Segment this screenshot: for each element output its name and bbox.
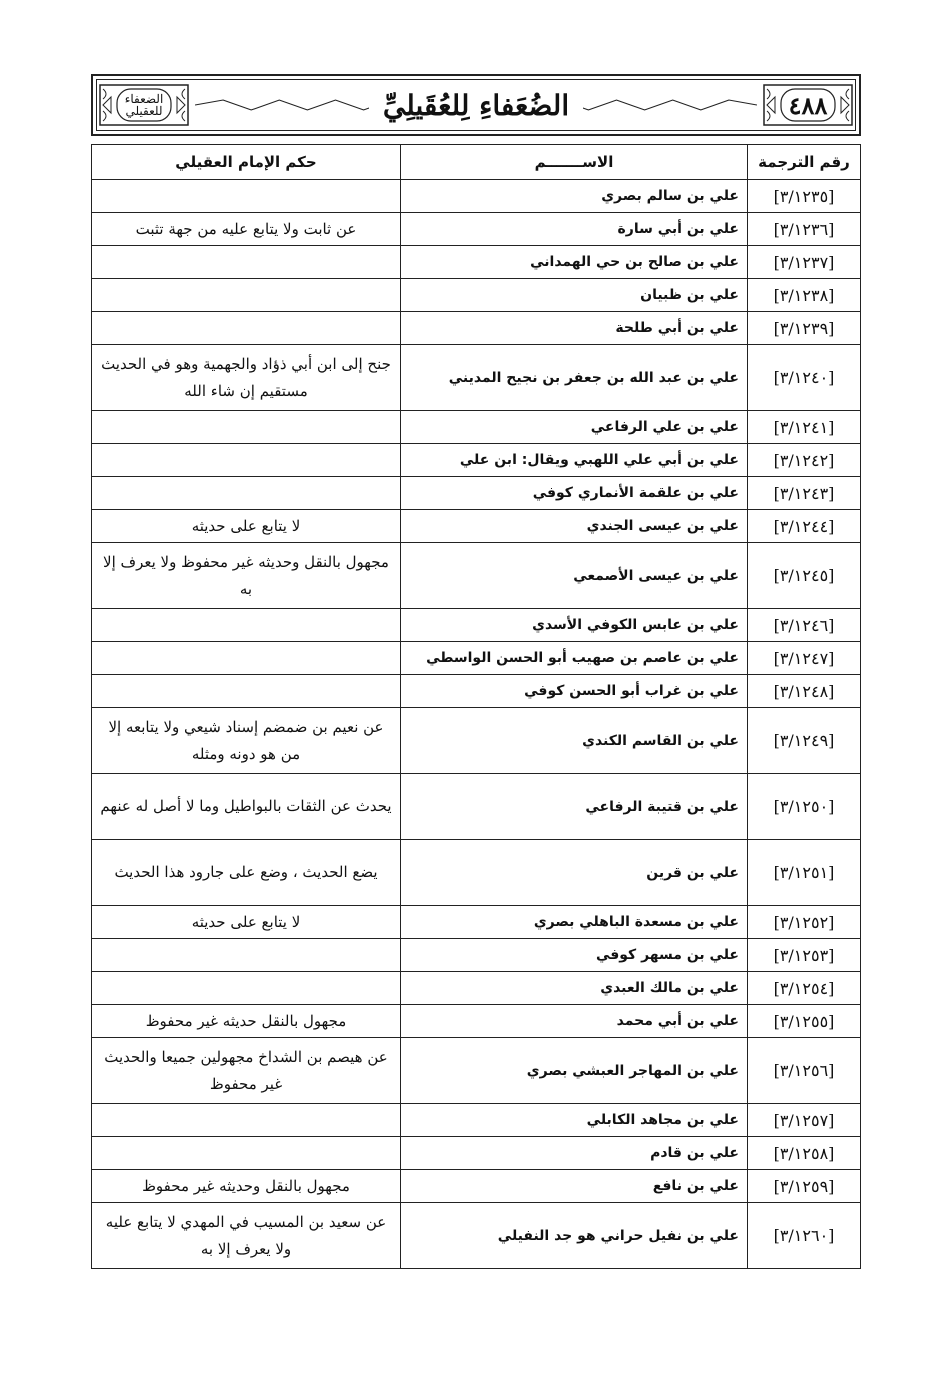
narrator-name: علي بن عيسى الأصمعي bbox=[401, 543, 748, 609]
narrator-name: علي بن قتيبة الرفاعي bbox=[401, 774, 748, 840]
verdict-text: لا يتابع على حديثه bbox=[92, 906, 401, 939]
table-row bbox=[92, 642, 861, 675]
narrator-name: علي بن أبي محمد bbox=[401, 1005, 748, 1038]
page-number-ornament bbox=[763, 84, 853, 126]
entry-number: [٣/١٢٣٩] bbox=[748, 312, 861, 345]
column-header-verdict: حكم الإمام العقيلي bbox=[92, 145, 401, 180]
table-row bbox=[92, 708, 861, 774]
verdict-text bbox=[92, 180, 401, 213]
page bbox=[91, 74, 861, 1269]
seal-text-line: الضعفاء bbox=[124, 92, 164, 106]
table-row bbox=[92, 840, 861, 906]
verdict-text bbox=[92, 279, 401, 312]
narrator-name: علي بن مجاهد الكابلي bbox=[401, 1104, 748, 1137]
table-row bbox=[92, 345, 861, 411]
verdict-text bbox=[92, 444, 401, 477]
entry-number: [٣/١٢٦٠] bbox=[748, 1203, 861, 1269]
entry-number: [٣/١٢٣٦] bbox=[748, 213, 861, 246]
entry-number: [٣/١٢٤٤] bbox=[748, 510, 861, 543]
entry-number: [٣/١٢٥٨] bbox=[748, 1137, 861, 1170]
table-row bbox=[92, 444, 861, 477]
narrators-table bbox=[91, 144, 861, 1269]
page-number: ٤٨٨ bbox=[788, 90, 828, 120]
verdict-text bbox=[92, 312, 401, 345]
verdict-text: مجهول بالنقل وحديثه غير محفوظ bbox=[92, 1170, 401, 1203]
narrator-name: علي بن صالح بن حي الهمداني bbox=[401, 246, 748, 279]
narrator-name: علي بن أبي علي اللهبي ويقال: ابن علي bbox=[401, 444, 748, 477]
column-header-name: الاســـــــم bbox=[401, 145, 748, 180]
narrator-name: علي بن علقمة الأنماري كوفي bbox=[401, 477, 748, 510]
table-row bbox=[92, 213, 861, 246]
table-row bbox=[92, 939, 861, 972]
table-row bbox=[92, 246, 861, 279]
narrator-name: علي بن عاصم بن صهيب أبو الحسن الواسطي bbox=[401, 642, 748, 675]
entry-number: [٣/١٢٣٧] bbox=[748, 246, 861, 279]
table-row bbox=[92, 1005, 861, 1038]
table-row bbox=[92, 906, 861, 939]
header-banner bbox=[91, 74, 861, 136]
entry-number: [٣/١٢٥٤] bbox=[748, 972, 861, 1005]
narrator-name: علي بن نافع bbox=[401, 1170, 748, 1203]
table-row bbox=[92, 180, 861, 213]
narrator-name: علي بن القاسم الكندي bbox=[401, 708, 748, 774]
seal-text-line: للعقيلي bbox=[125, 104, 163, 118]
narrator-name: علي بن علي الرفاعي bbox=[401, 411, 748, 444]
narrator-name: علي بن أبي سارة bbox=[401, 213, 748, 246]
table-row bbox=[92, 1038, 861, 1104]
table-row bbox=[92, 774, 861, 840]
table-row bbox=[92, 279, 861, 312]
verdict-text: مجهول بالنقل حديثه غير محفوظ bbox=[92, 1005, 401, 1038]
verdict-text: عن هيصم بن الشداخ مجهولين جميعا والحديث غير محفوظ bbox=[92, 1038, 401, 1104]
verdict-text bbox=[92, 972, 401, 1005]
verdict-text: عن ثابت ولا يتابع عليه من جهة تثبت bbox=[92, 213, 401, 246]
table-row bbox=[92, 1137, 861, 1170]
table-row bbox=[92, 609, 861, 642]
narrator-name: علي بن ظبيان bbox=[401, 279, 748, 312]
entry-number: [٣/١٢٤٧] bbox=[748, 642, 861, 675]
book-title: الضُعَفاءِ لِلعُقَيلِيِّ bbox=[369, 89, 583, 122]
narrator-name: علي بن نفيل حراني هو جد النفيلي bbox=[401, 1203, 748, 1269]
verdict-text bbox=[92, 1104, 401, 1137]
table-row bbox=[92, 1203, 861, 1269]
table-header-row bbox=[92, 145, 861, 180]
verdict-text bbox=[92, 675, 401, 708]
entry-number: [٣/١٢٥٢] bbox=[748, 906, 861, 939]
table-row bbox=[92, 1104, 861, 1137]
narrator-name: علي بن عبد الله بن جعفر بن نجيح المديني bbox=[401, 345, 748, 411]
entry-number: [٣/١٢٤١] bbox=[748, 411, 861, 444]
narrator-name: علي بن قادم bbox=[401, 1137, 748, 1170]
verdict-text bbox=[92, 642, 401, 675]
column-header-number: رقم الترجمة bbox=[748, 145, 861, 180]
verdict-text: يضع الحديث ، وضع على جارود هذا الحديث bbox=[92, 840, 401, 906]
verdict-text: لا يتابع على حديثه bbox=[92, 510, 401, 543]
entry-number: [٣/١٢٥٥] bbox=[748, 1005, 861, 1038]
narrator-name: علي بن مسهر كوفي bbox=[401, 939, 748, 972]
verdict-text: عن نعيم بن ضمضم إسناد شيعي ولا يتابعه إلا من هو دونه ومثله bbox=[92, 708, 401, 774]
narrator-name: علي بن مسعدة الباهلي بصري bbox=[401, 906, 748, 939]
verdict-text bbox=[92, 1137, 401, 1170]
entry-number: [٣/١٢٥٠] bbox=[748, 774, 861, 840]
entry-number: [٣/١٢٥٦] bbox=[748, 1038, 861, 1104]
verdict-text bbox=[92, 477, 401, 510]
entry-number: [٣/١٢٤٢] bbox=[748, 444, 861, 477]
verdict-text bbox=[92, 246, 401, 279]
entry-number: [٣/١٢٤٠] bbox=[748, 345, 861, 411]
table-row bbox=[92, 312, 861, 345]
entry-number: [٣/١٢٥٣] bbox=[748, 939, 861, 972]
verdict-text: جنح إلى ابن أبي ذؤاد والجهمية وهو في الحديث مستقيم إن شاء الله bbox=[92, 345, 401, 411]
table-row bbox=[92, 675, 861, 708]
table-row bbox=[92, 1170, 861, 1203]
entry-number: [٣/١٢٥٧] bbox=[748, 1104, 861, 1137]
entry-number: [٣/١٢٣٨] bbox=[748, 279, 861, 312]
narrator-name: علي بن أبي طلحة bbox=[401, 312, 748, 345]
entry-number: [٣/١٢٥٩] bbox=[748, 1170, 861, 1203]
table-row bbox=[92, 972, 861, 1005]
narrator-name: علي بن سالم بصري bbox=[401, 180, 748, 213]
entry-number: [٣/١٢٤٨] bbox=[748, 675, 861, 708]
table-row bbox=[92, 477, 861, 510]
entry-number: [٣/١٢٥١] bbox=[748, 840, 861, 906]
verdict-text bbox=[92, 609, 401, 642]
entry-number: [٣/١٢٤٥] bbox=[748, 543, 861, 609]
table-row bbox=[92, 411, 861, 444]
verdict-text bbox=[92, 939, 401, 972]
narrator-name: علي بن المهاجر العبشي بصري bbox=[401, 1038, 748, 1104]
verdict-text: عن سعيد بن المسيب في المهدي لا يتابع عليه ولا يعرف إلا به bbox=[92, 1203, 401, 1269]
verdict-text: مجهول بالنقل وحديثه غير محفوظ ولا يعرف إلا به bbox=[92, 543, 401, 609]
narrator-name: علي بن مالك العبدي bbox=[401, 972, 748, 1005]
entry-number: [٣/١٢٤٦] bbox=[748, 609, 861, 642]
narrator-name: علي بن غراب أبو الحسن كوفي bbox=[401, 675, 748, 708]
entry-number: [٣/١٢٤٩] bbox=[748, 708, 861, 774]
narrator-name: علي بن قرين bbox=[401, 840, 748, 906]
narrator-name: علي بن عابس الكوفي الأسدي bbox=[401, 609, 748, 642]
narrator-name: علي بن عيسى الجندي bbox=[401, 510, 748, 543]
entry-number: [٣/١٢٣٥] bbox=[748, 180, 861, 213]
entry-number: [٣/١٢٤٣] bbox=[748, 477, 861, 510]
table-row bbox=[92, 510, 861, 543]
verdict-text bbox=[92, 411, 401, 444]
seal-ornament bbox=[99, 84, 189, 126]
verdict-text: يحدث عن الثقات بالبواطيل وما لا أصل له عنهم bbox=[92, 774, 401, 840]
table-row bbox=[92, 543, 861, 609]
